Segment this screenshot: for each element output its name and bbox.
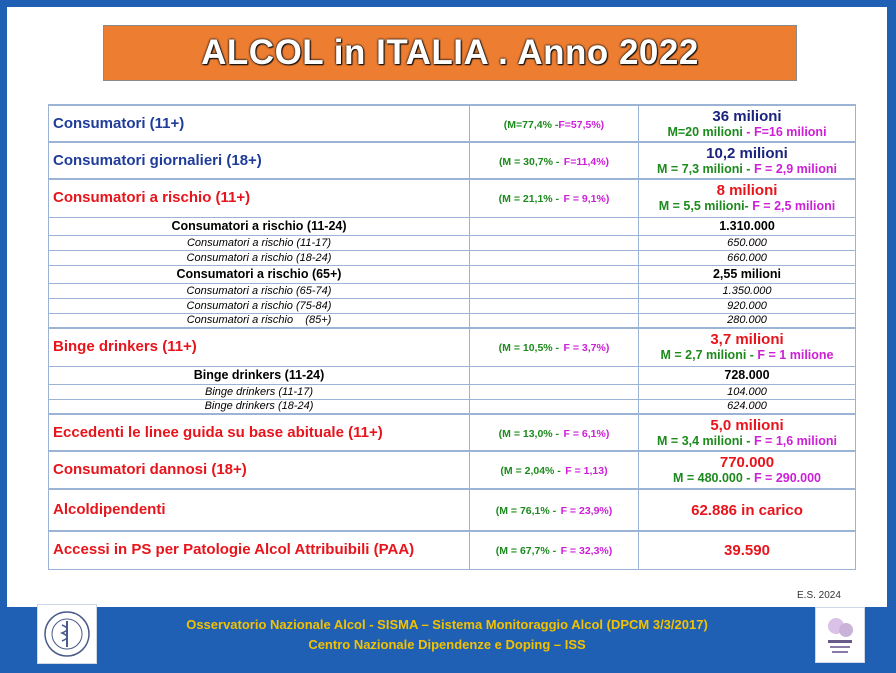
sub-row-label: Consumatori a rischio (11-17) — [49, 235, 470, 250]
pct-male: (M = 10,5% - — [498, 342, 560, 355]
pct-male: (M = 30,7% - — [498, 155, 560, 168]
row-label: Alcoldipendenti — [53, 501, 166, 518]
row-total: 3,7 milioni — [710, 331, 784, 349]
sub-row-label: Binge drinkers (11-17) — [49, 384, 470, 399]
sub-row — [49, 235, 856, 250]
male-value: M = 5,5 milioni- — [658, 199, 749, 214]
male-value: M = 2,7 milioni - — [660, 348, 754, 363]
footer-line-2: Centro Nazionale Dipendenze e Doping – ISS — [308, 637, 586, 652]
pct-female: F=57,5%) — [558, 118, 605, 131]
sub-row-label: Consumatori a rischio (65+) — [49, 265, 470, 283]
slide — [7, 7, 887, 664]
table-row — [49, 451, 856, 489]
male-value: M = 3,4 milioni - — [657, 433, 751, 448]
iss-seal-logo — [37, 604, 97, 664]
sub-row-label: Consumatori a rischio (75-84) — [49, 298, 470, 313]
separator: - — [746, 124, 751, 139]
sub-row-value: 728.000 — [639, 366, 856, 384]
sub-row — [49, 399, 856, 414]
pct-female: F = 23,9%) — [560, 505, 613, 517]
table-row — [49, 531, 856, 569]
male-value: M = 7,3 milioni - — [657, 161, 751, 176]
sub-row-value: 1.350.000 — [639, 283, 856, 298]
sub-row — [49, 366, 856, 384]
title-banner — [103, 25, 797, 81]
female-value: F = 290.000 — [753, 471, 822, 485]
alcohol-prevention-day-logo — [815, 607, 865, 663]
row-label: Accessi in PS per Patologie Alcol Attribuibili (PAA) — [53, 541, 415, 559]
row-label: Consumatori a rischio (11+) — [53, 189, 251, 207]
row-total: 39.590 — [724, 541, 770, 559]
sub-row — [49, 250, 856, 265]
sub-row-value: 624.000 — [639, 399, 856, 414]
sub-row — [49, 265, 856, 283]
sub-row-label: Binge drinkers (18-24) — [49, 399, 470, 414]
row-label: Binge drinkers (11+) — [53, 338, 197, 356]
pct-female: F = 9,1%) — [563, 193, 610, 206]
prevention-day-icon — [820, 612, 860, 658]
sub-row-value: 660.000 — [639, 250, 856, 265]
sub-row-label: Binge drinkers (11-24) — [49, 366, 470, 384]
sub-row-value: 920.000 — [639, 298, 856, 313]
pct-female: F = 6,1%) — [563, 427, 610, 440]
pct-female: F = 32,3%) — [560, 545, 613, 558]
pct-male: (M=77,4% - — [503, 118, 559, 131]
pct-male: (M = 13,0% - — [498, 427, 560, 440]
male-value: M = 480.000 - — [672, 471, 751, 485]
table-row — [49, 105, 856, 142]
female-value: F = 2,5 milioni — [752, 199, 836, 214]
footer-line-1: Osservatorio Nazionale Alcol - SISMA – Sistema Monitoraggio Alcol (DPCM 3/3/2017) — [186, 617, 708, 632]
pct-female: F=11,4%) — [563, 155, 610, 168]
iss-seal-icon — [42, 609, 92, 659]
pct-female: F = 1,13) — [565, 465, 608, 477]
alcohol-data-table — [48, 104, 856, 570]
footer-bar — [7, 607, 887, 664]
row-total: 770.000 — [719, 454, 775, 471]
sub-row-label: Consumatori a rischio (11-24) — [49, 217, 470, 235]
table-row — [49, 489, 856, 531]
table-row — [49, 179, 856, 217]
table-row — [49, 328, 856, 366]
sub-row-label: Consumatori a rischio (18-24) — [49, 250, 470, 265]
sub-row-value: 650.000 — [639, 235, 856, 250]
female-value: F = 1 milione — [757, 348, 834, 363]
sub-row — [49, 298, 856, 313]
author-note: E.S. 2024 — [797, 590, 841, 601]
sub-row-label: Consumatori a rischio (65-74) — [49, 283, 470, 298]
row-total: 36 milioni — [712, 107, 782, 125]
row-total: 5,0 milioni — [710, 416, 784, 434]
male-value: M=20 milioni — [667, 124, 743, 139]
row-total: 62.886 in carico — [691, 501, 803, 519]
table-row — [49, 142, 856, 179]
row-total: 10,2 milioni — [706, 144, 788, 162]
row-label: Consumatori giornalieri (18+) — [53, 151, 262, 169]
sub-row — [49, 313, 856, 328]
pct-male: (M = 67,7% - — [495, 545, 557, 558]
sub-row-value: 280.000 — [639, 313, 856, 328]
pct-male: (M = 76,1% - — [495, 505, 557, 517]
sub-row-value: 2,55 milioni — [639, 265, 856, 283]
pct-male: (M = 21,1% - — [498, 193, 560, 206]
female-value: F = 2,9 milioni — [753, 161, 837, 176]
table-row — [49, 414, 856, 451]
sub-row-value: 1.310.000 — [639, 217, 856, 235]
sub-row — [49, 283, 856, 298]
row-label: Eccedenti le linee guida su base abituale (11+) — [53, 423, 383, 441]
sub-row — [49, 384, 856, 399]
female-value: F = 1,6 milioni — [753, 433, 837, 448]
pct-female: F = 3,7%) — [563, 342, 610, 355]
sub-row-label: Consumatori a rischio (85+) — [49, 313, 470, 328]
row-label: Consumatori (11+) — [53, 114, 185, 132]
sub-row — [49, 217, 856, 235]
slide-title: ALCOL in ITALIA . Anno 2022 — [201, 33, 699, 72]
row-label: Consumatori dannosi (18+) — [53, 461, 247, 478]
row-total: 8 milioni — [716, 182, 778, 200]
pct-male: (M = 2,04% - — [500, 465, 561, 477]
sub-row-value: 104.000 — [639, 384, 856, 399]
female-value: F=16 milioni — [753, 124, 827, 139]
